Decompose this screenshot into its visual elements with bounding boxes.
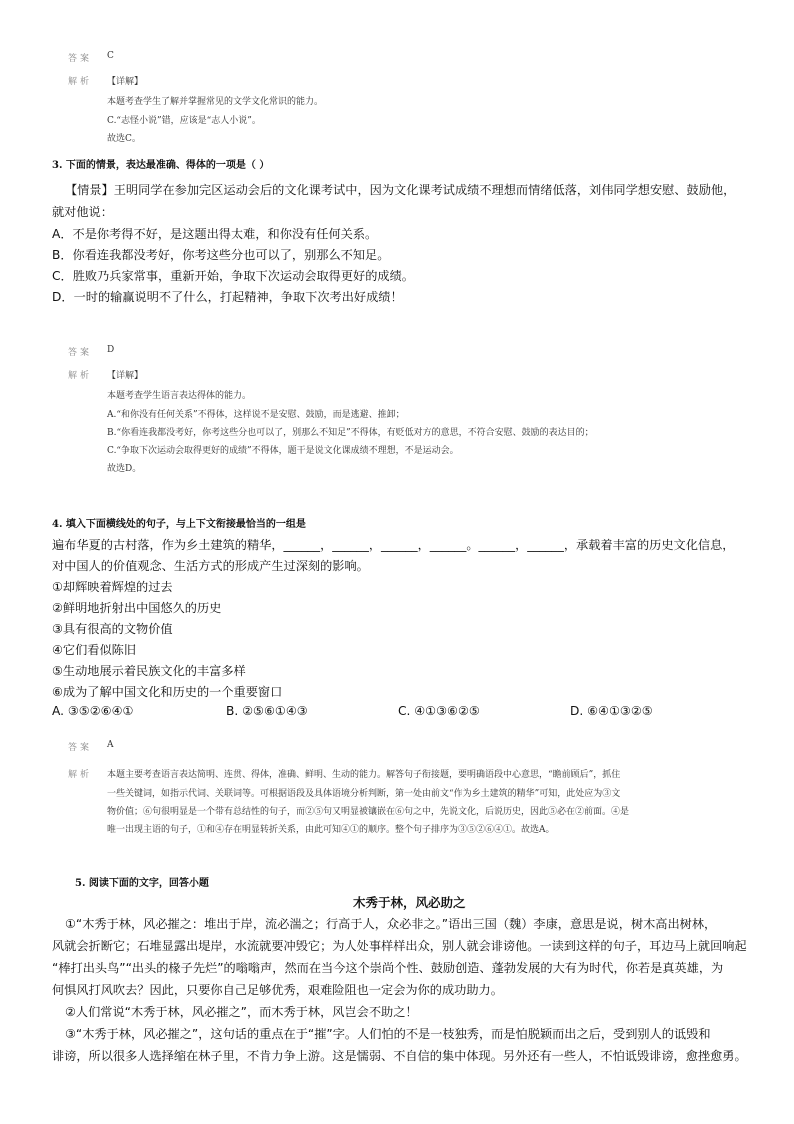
analysis-line: 故选C。 [107, 134, 141, 144]
question-title: 4. 填入下面横线处的句子，与上下文衔接最恰当的一组是 [52, 519, 306, 530]
answer-value: C [107, 51, 114, 61]
passage-line: “棒打出头鸟”“出头的椽子先烂”的嗡嗡声，然而在当今这个崇尚个性、鼓励创造、蓬勃发展的大有为时代，你若是真英雄，为 [52, 961, 724, 975]
passage-title: 木秀于林，风必助之 [353, 895, 466, 910]
passage-line: ③“木秀于林，风必摧之”，这句话的重点在于“摧”字。人们怕的不是一枝独秀，而是怕脱颖而出之后，受到别人的诋毁和 [65, 1027, 711, 1041]
analysis-line: B.“你看连我都没考好，你考这些分也可以了，别那么不知足”不得体，有贬低对方的意思，不符合安慰、鼓励的表达目的； [107, 428, 594, 438]
question-stem: 对中国人的价值观念、生活方式的形成产生过深刻的影响。 [52, 559, 369, 573]
analysis-line: 一些关键词，如指示代词、关联词等。可根据语段及具体语境分析判断，第一处由前文“作为乡土建筑的精华”可知，此处应为③文 [107, 789, 621, 799]
question-stem: 遍布华夏的古村落，作为乡土建筑的精华，______，______，______，______。______，______，承载着丰富的历史文化信息， [52, 538, 735, 552]
passage-line: 风就会折断它；石堆显露出堤岸，水流就要冲毁它；为人处事样样出众，别人就会诽谤他。一读到这样的句子，耳边马上就回响起 [52, 939, 747, 953]
analysis-line: 故选D。 [107, 464, 142, 474]
analysis-label: 解析 [68, 770, 93, 780]
analysis-line: 本题主要考查语言表达简明、连贯、得体，准确、鲜明、生动的能力。解答句子衔接题，要明确语段中心意思，“瞻前顾后”，抓住 [107, 770, 621, 780]
answer-label: 答案 [68, 348, 93, 358]
analysis-line: C.“争取下次运动会取得更好的成绩”不得体，题干是说文化课成绩不理想，不是运动会。 [107, 446, 459, 456]
analysis-line: 物价值；⑥句很明显是一个带有总结性的句子，而②⑤句又明显被镶嵌在⑥句之中，先说文化，后说历史，因此⑤必在②前面。④是 [107, 807, 630, 817]
option: D．一时的输赢说明不了什么，打起精神，争取下次考出好成绩！ [52, 290, 403, 304]
option: A．不是你考得不好，是这题出得太难，和你没有任何关系。 [52, 227, 378, 241]
answer-label: 答案 [68, 54, 93, 64]
answer-value: D [107, 345, 115, 355]
analysis-line: 【详解】 [107, 77, 144, 87]
analysis-line: A.“和你没有任何关系”不得体，这样说不是安慰、鼓励，而是逃避、推卸； [107, 410, 405, 420]
analysis-line: C.“志怪小说”错，应该是“志人小说”。 [107, 116, 261, 126]
analysis-line: 本题考查学生语言表达得体的能力。 [107, 391, 252, 401]
sentence-item: ③具有很高的文物价值 [52, 622, 173, 636]
answer-value: A [107, 740, 114, 750]
question-title: 3. 下面的情景，表达最准确、得体的一项是（ ） [52, 160, 270, 171]
sentence-item: ②鲜明地折射出中国悠久的历史 [52, 601, 222, 615]
choice-c: C. ④①③⑥②⑤ [398, 704, 480, 718]
sentence-item: ④它们看似陈旧 [52, 643, 137, 657]
analysis-line: 本题考查学生了解并掌握常见的文学文化常识的能力。 [107, 97, 324, 107]
question-stem: 就对他说： [52, 205, 113, 219]
sentence-item: ⑥成为了解中国文化和历史的一个重要窗口 [52, 685, 283, 699]
passage-line: 诽谤，所以很多人选择缩在林子里，不肯力争上游。这是懦弱、不自信的集中体现。另外还有一些人，不怕诋毁诽谤，愈挫愈勇。 [52, 1049, 747, 1063]
option: C．胜败乃兵家常事，重新开始，争取下次运动会取得更好的成绩。 [52, 269, 414, 283]
choice-b: B. ②⑤⑥①④③ [226, 704, 308, 718]
question-title: 5. 阅读下面的文字，回答小题 [75, 878, 209, 889]
analysis-line: 唯一出现主语的句子，①和④存在明显转折关系，由此可知④①的顺序。整个句子排序为③⑤②⑥④①。故选A。 [107, 825, 555, 835]
passage-line: ①“木秀于林，风必摧之：堆出于岸，流必湍之；行高于人，众必非之。”语出三国（魏）李康，意思是说，树木高出树林， [65, 917, 717, 931]
choice-a: A. ③⑤②⑥④① [52, 704, 134, 718]
analysis-label: 解析 [68, 371, 93, 381]
sentence-item: ①却辉映着辉煌的过去 [52, 580, 173, 594]
choice-d: D. ⑥④①③②⑤ [570, 704, 653, 718]
answer-label: 答案 [68, 743, 93, 753]
question-stem: 【情景】王明同学在参加完区运动会后的文化课考试中，因为文化课考试成绩不理想而情绪低落，刘伟同学想安慰、鼓励他， [65, 183, 736, 197]
option: B．你看连我都没考好，你考这些分也可以了，别那么不知足。 [52, 248, 390, 262]
analysis-label: 解析 [68, 77, 93, 87]
passage-line: ②人们常说“木秀于林，风必摧之”，而木秀于林，风岂会不助之！ [65, 1005, 418, 1019]
sentence-item: ⑤生动地展示着民族文化的丰富多样 [52, 664, 246, 678]
passage-line: 何惧风打风吹去？因此，只要你自己足够优秀，艰难险阻也一定会为你的成功助力。 [52, 983, 503, 997]
analysis-line: 【详解】 [107, 371, 144, 381]
